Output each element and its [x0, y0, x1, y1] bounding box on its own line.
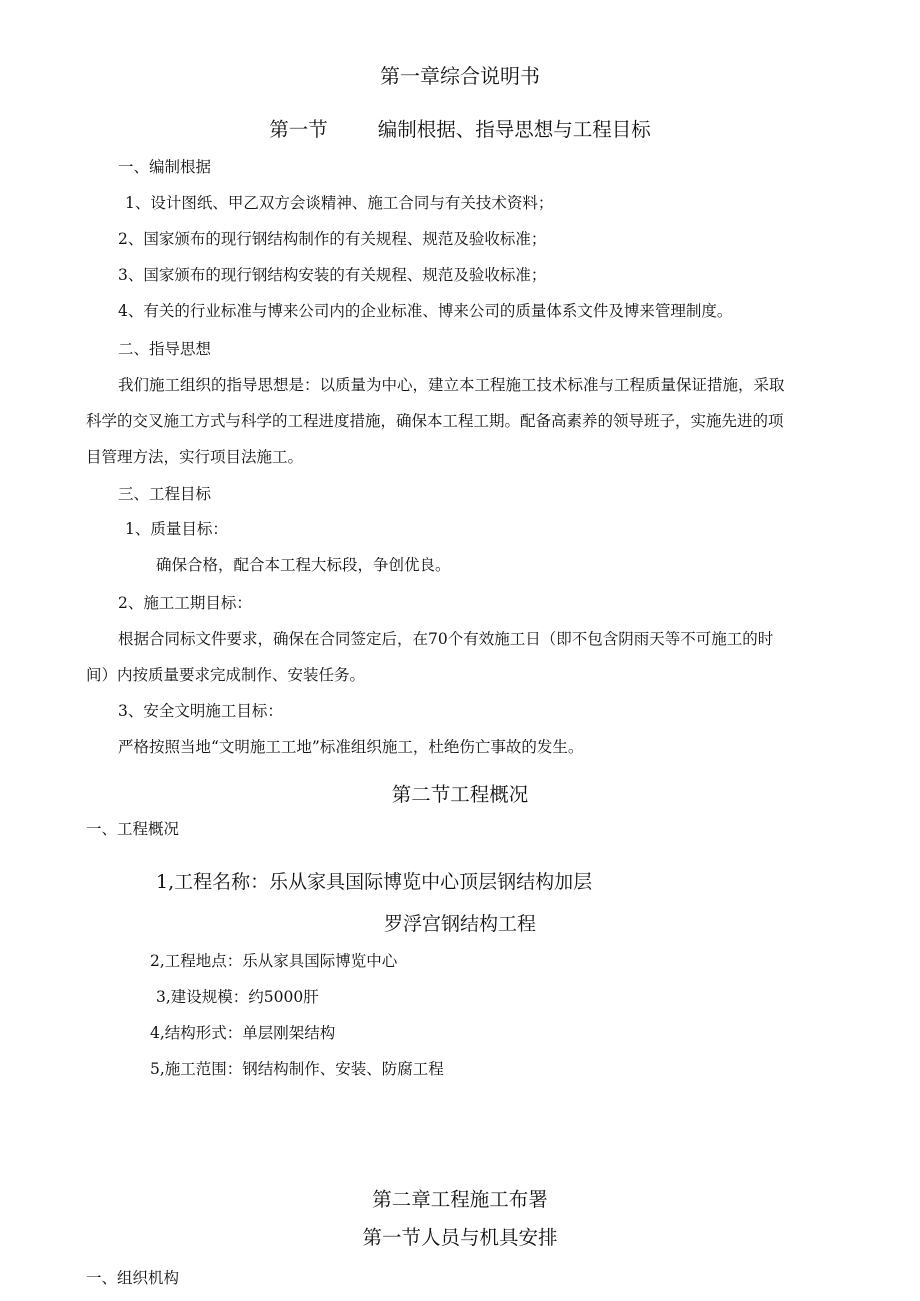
- overview-heading: 一、工程概况: [86, 820, 180, 838]
- chapter2-section1-title: 第一节人员与机具安排: [362, 1226, 558, 1249]
- goals-heading: 三、工程目标: [118, 485, 212, 503]
- project-name-line-1: 1,工程名称：乐从家具国际博览中心顶层钢结构加层: [156, 871, 593, 893]
- safety-goal-label: 3、安全文明施工目标：: [118, 702, 283, 720]
- schedule-goal-line-1: 根据合同标文件要求，确保在合同签定后，在70个有效施工日（即不包含阴雨天等不可施工的时: [118, 630, 774, 648]
- basis-item-2: 2、国家颁布的现行钢结构制作的有关规程、规范及验收标准；: [118, 230, 547, 248]
- org-heading: 一、组织机构: [86, 1269, 180, 1287]
- quality-goal-text: 确保合格，配合本工程大标段，争创优良。: [156, 556, 451, 574]
- guiding-heading: 二、指导思想: [118, 340, 212, 358]
- project-scope: 5,施工范围：钢结构制作、安装、防腐工程: [150, 1060, 444, 1078]
- section1-title: 编制根据、指导思想与工程目标: [377, 118, 651, 141]
- schedule-goal-label: 2、施工工期目标：: [118, 594, 252, 612]
- basis-item-3: 3、国家颁布的现行钢结构安装的有关规程、规范及验收标准；: [118, 266, 547, 284]
- safety-goal-text: 严格按照当地“文明施工工地”标准组织施工，杜绝伤亡事故的发生。: [118, 738, 584, 756]
- basis-item-1: 1、设计图纸、甲乙双方会谈精神、施工合同与有关技术资料；: [125, 194, 554, 212]
- section1-number: 第一节: [269, 118, 328, 141]
- quality-goal-label: 1、质量目标：: [125, 520, 228, 538]
- project-name-line-2: 罗浮宫钢结构工程: [383, 913, 536, 935]
- schedule-goal-line-2: 间）内按质量要求完成制作、安装任务。: [86, 666, 366, 684]
- guiding-line-2: 科学的交叉施工方式与科学的工程进度措施，确保本工程工期。配备高素养的领导班子，实施先进的项: [86, 412, 784, 430]
- basis-item-4: 4、有关的行业标准与博来公司内的企业标准、博来公司的质量体系文件及博来管理制度。: [118, 302, 733, 320]
- chapter1-title: 第一章综合说明书: [380, 64, 540, 88]
- guiding-line-1: 我们施工组织的指导思想是：以质量为中心，建立本工程施工技术标准与工程质量保证措施，采取: [118, 376, 785, 394]
- chapter2-title: 第二章工程施工布署: [372, 1188, 548, 1211]
- basis-heading: 一、编制根据: [118, 158, 212, 176]
- project-location: 2,工程地点：乐从家具国际博览中心: [150, 952, 398, 970]
- section1-heading: [0, 120, 920, 140]
- project-structure: 4,结构形式：单层刚架结构: [150, 1024, 336, 1042]
- project-scale: 3,建设规模：约5000肝: [156, 988, 319, 1006]
- section2-title: 第二节工程概况: [391, 783, 529, 806]
- guiding-line-3: 目管理方法，实行项目法施工。: [86, 448, 304, 466]
